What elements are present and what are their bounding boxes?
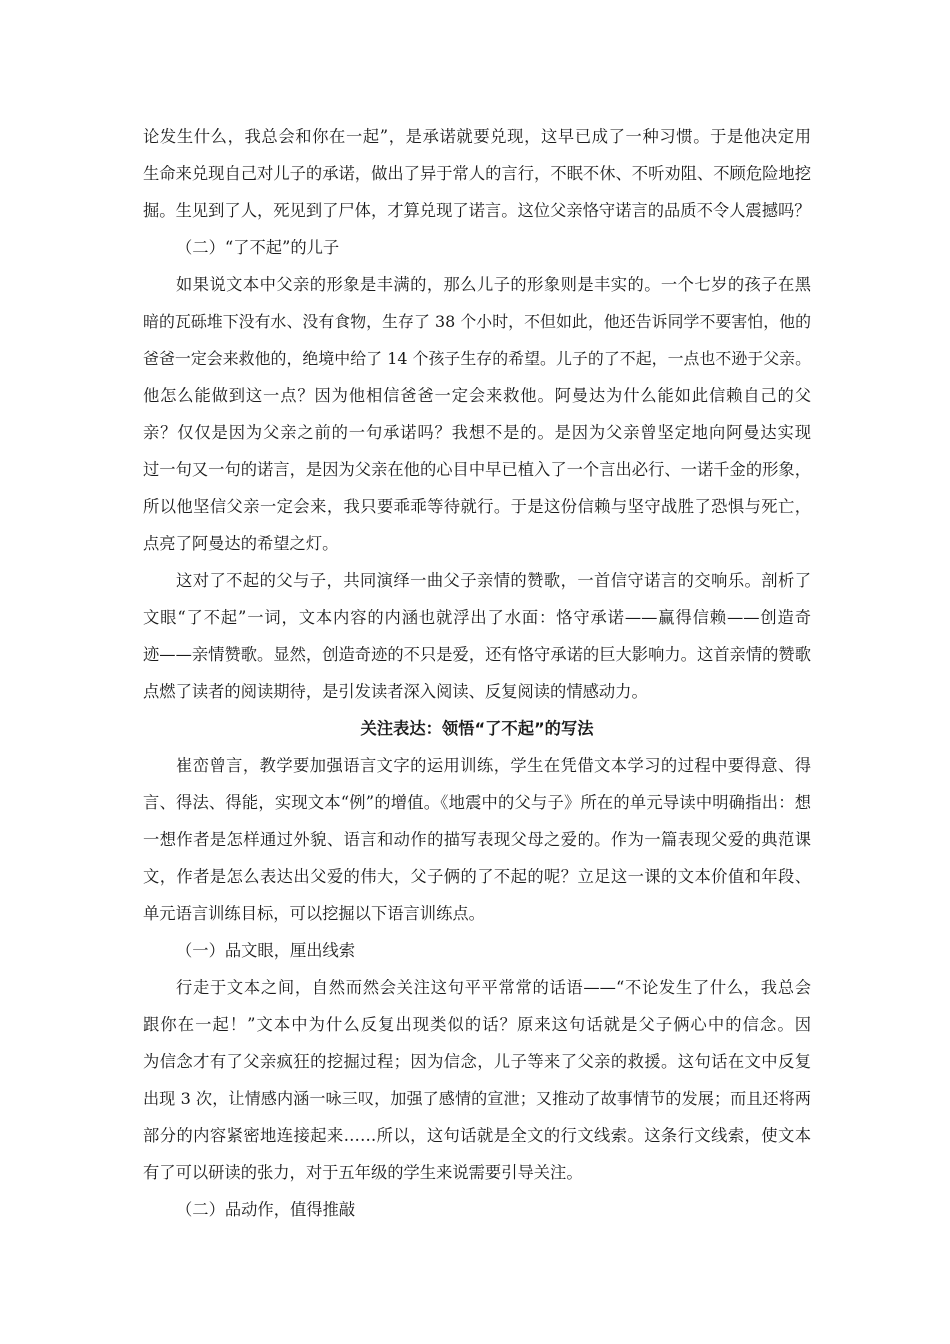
- paragraph: [143, 562, 811, 710]
- text-line: 单元语言训练目标，可以挖掘以下语言训练点。: [143, 904, 485, 923]
- text-line: 论发生什么，我总会和你在一起”，是承诺就要兑现，这早已成了一种习惯。于是他决定用: [143, 127, 811, 146]
- text-line: 点燃了读者的阅读期待，是引发读者深入阅读、反复阅读的情感动力。: [143, 682, 648, 701]
- text-line: 一想作者是怎样通过外貌、语言和动作的描写表现父母之爱的。作为一篇表现父爱的典范课: [143, 830, 811, 849]
- paragraph: [143, 969, 811, 1191]
- text-line: 生命来兑现自己对儿子的承诺，做出了异于常人的言行，不眠不休、不听劝阻、不顾危险地挖: [143, 164, 811, 183]
- text-line: 有了可以研读的张力，对于五年级的学生来说需要引导关注。: [143, 1163, 583, 1182]
- section-heading: 关注表达：领悟“了不起”的写法: [360, 719, 594, 738]
- text-line: 掘。生见到了人，死见到了尸体，才算兑现了诺言。这位父亲恪守诺言的品质不令人震撼吗？: [143, 201, 811, 220]
- text-line: 跟你在一起！”文本中为什么反复出现类似的话？原来这句话就是父子俩心中的信念。因: [143, 1015, 811, 1034]
- text-line: 亲？仅仅是因为父亲之前的一句承诺吗？我想不是的。是因为父亲曾坚定地向阿曼达实现: [143, 423, 811, 442]
- section-subheading: （二）“了不起”的儿子: [176, 238, 340, 257]
- paragraph: [143, 266, 811, 562]
- text-line: 所以他坚信父亲一定会来，我只要乖乖等待就行。于是这份信赖与坚守战胜了恐惧与死亡，: [143, 497, 811, 516]
- text-line: 崔峦曾言，教学要加强语言文字的运用训练，学生在凭借文本学习的过程中要得意、得: [176, 756, 811, 775]
- section-subheading: （二）品动作，值得推敲: [176, 1200, 356, 1219]
- text-line: 部分的内容紧密地连接起来……所以，这句话就是全文的行文线索。这条行文线索，使文本: [143, 1126, 811, 1145]
- text-line: 爸爸一定会来救他的，绝境中给了 14 个孩子生存的希望。儿子的了不起，一点也不逊于父亲。: [143, 349, 811, 368]
- text-line: 如果说文本中父亲的形象是丰满的，那么儿子的形象则是丰实的。一个七岁的孩子在黑: [176, 275, 811, 294]
- document-page: [143, 118, 811, 1228]
- text-line: 言、得法、得能，实现文本“例”的增值。《地震中的父与子》所在的单元导读中明确指出：想: [143, 793, 811, 812]
- text-line: 为信念才有了父亲疯狂的挖掘过程；因为信念，儿子等来了父亲的救援。这句话在文中反复: [143, 1052, 811, 1071]
- text-line: 文，作者是怎么表达出父爱的伟大，父子俩的了不起的呢？立足这一课的文本价值和年段、: [143, 867, 811, 886]
- text-line: 暗的瓦砾堆下没有水、没有食物，生存了 38 个小时，不但如此，他还告诉同学不要害怕，他的: [143, 312, 811, 331]
- text-line: 迹——亲情赞歌。显然，创造奇迹的不只是爱，还有恪守承诺的巨大影响力。这首亲情的赞歌: [143, 645, 811, 664]
- text-line: 点亮了阿曼达的希望之灯。: [143, 534, 339, 553]
- text-line: 出现 3 次，让情感内涵一咏三叹，加强了感情的宣泄；又推动了故事情节的发展；而且还将两: [143, 1089, 811, 1108]
- text-line: 过一句又一句的诺言，是因为父亲在他的心目中早已植入了一个言出必行、一诺千金的形象，: [143, 460, 811, 479]
- paragraph: [143, 118, 811, 229]
- paragraph: [143, 747, 811, 932]
- text-line: 文眼“了不起”一词，文本内容的内涵也就浮出了水面：恪守承诺——赢得信赖——创造奇: [143, 608, 811, 627]
- text-line: 行走于文本之间，自然而然会关注这句平平常常的话语——“不论发生了什么，我总会: [176, 978, 811, 997]
- text-line: 这对了不起的父与子，共同演绎一曲父子亲情的赞歌，一首信守诺言的交响乐。剖析了: [176, 571, 811, 590]
- section-subheading: （一）品文眼，厘出线索: [176, 941, 356, 960]
- text-line: 他怎么能做到这一点？因为他相信爸爸一定会来救他。阿曼达为什么能如此信赖自己的父: [143, 386, 811, 405]
